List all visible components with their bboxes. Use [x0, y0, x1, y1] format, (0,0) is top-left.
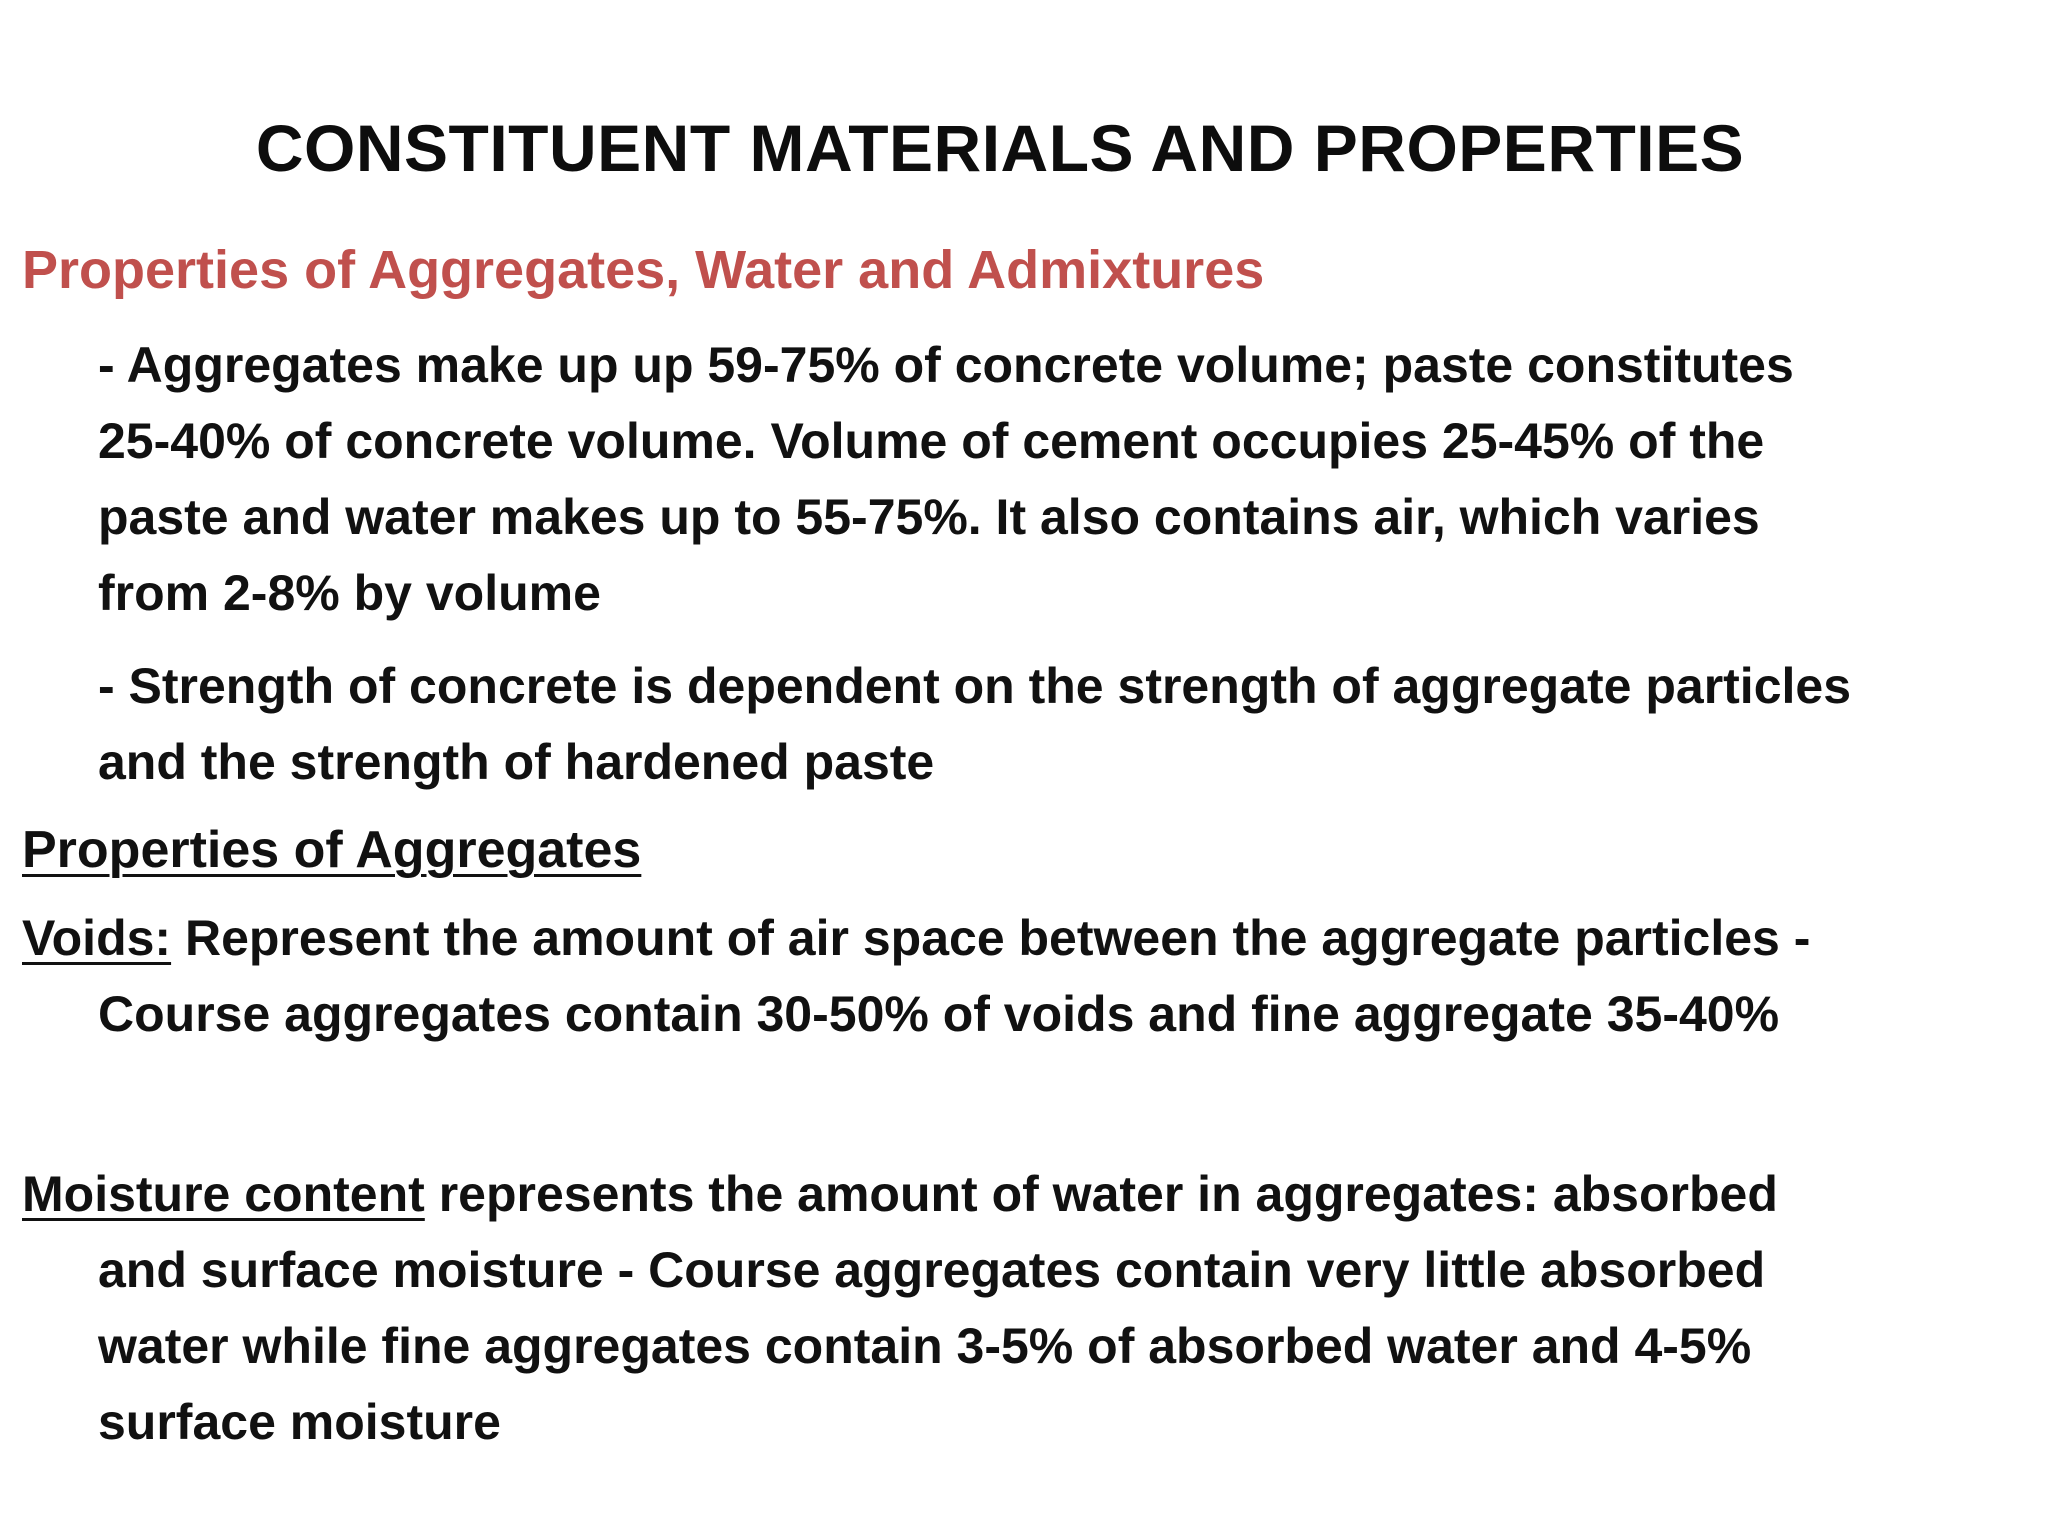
bullet-line: - Aggregates make up up 59-75% of concrete volume; paste constitutes — [98, 337, 1794, 393]
section-heading-text: Properties of Aggregates — [22, 821, 642, 879]
bullet-strength — [98, 648, 2028, 800]
voids-paragraph — [22, 900, 2032, 1052]
bullet-line: from 2-8% by volume — [98, 565, 601, 621]
voids-term: Voids: — [22, 910, 172, 966]
moisture-text: represents the amount of water in aggregates: absorbed — [424, 1166, 1778, 1222]
voids-line-1 — [22, 900, 2032, 976]
moisture-line: water while fine aggregates contain 3-5% of absorbed water and 4-5% — [98, 1318, 1752, 1374]
moisture-term: Moisture content — [22, 1166, 425, 1222]
moisture-line: and surface moisture - Course aggregates contain very little absorbed — [98, 1242, 1766, 1298]
voids-text: Represent the amount of air space between the aggregate particles - — [171, 910, 1811, 966]
bullet-aggregates-volume — [98, 327, 2028, 631]
slide-subtitle: Properties of Aggregates, Water and Admixtures — [22, 240, 1265, 300]
moisture-line: surface moisture — [98, 1394, 501, 1450]
voids-line-2: Course aggregates contain 30-50% of voids and fine aggregate 35-40% — [98, 986, 1780, 1042]
bullet-line: and the strength of hardened paste — [98, 734, 935, 790]
moisture-line-1 — [22, 1156, 2032, 1232]
moisture-paragraph — [22, 1156, 2032, 1460]
bullet-line: paste and water makes up to 55-75%. It also contains air, which varies — [98, 489, 1760, 545]
section-heading — [22, 812, 641, 888]
slide-title: CONSTITUENT MATERIALS AND PROPERTIES — [255, 111, 1745, 185]
bullet-line: - Strength of concrete is dependent on the strength of aggregate particles — [98, 658, 1852, 714]
bullet-line: 25-40% of concrete volume. Volume of cement occupies 25-45% of the — [98, 413, 1765, 469]
